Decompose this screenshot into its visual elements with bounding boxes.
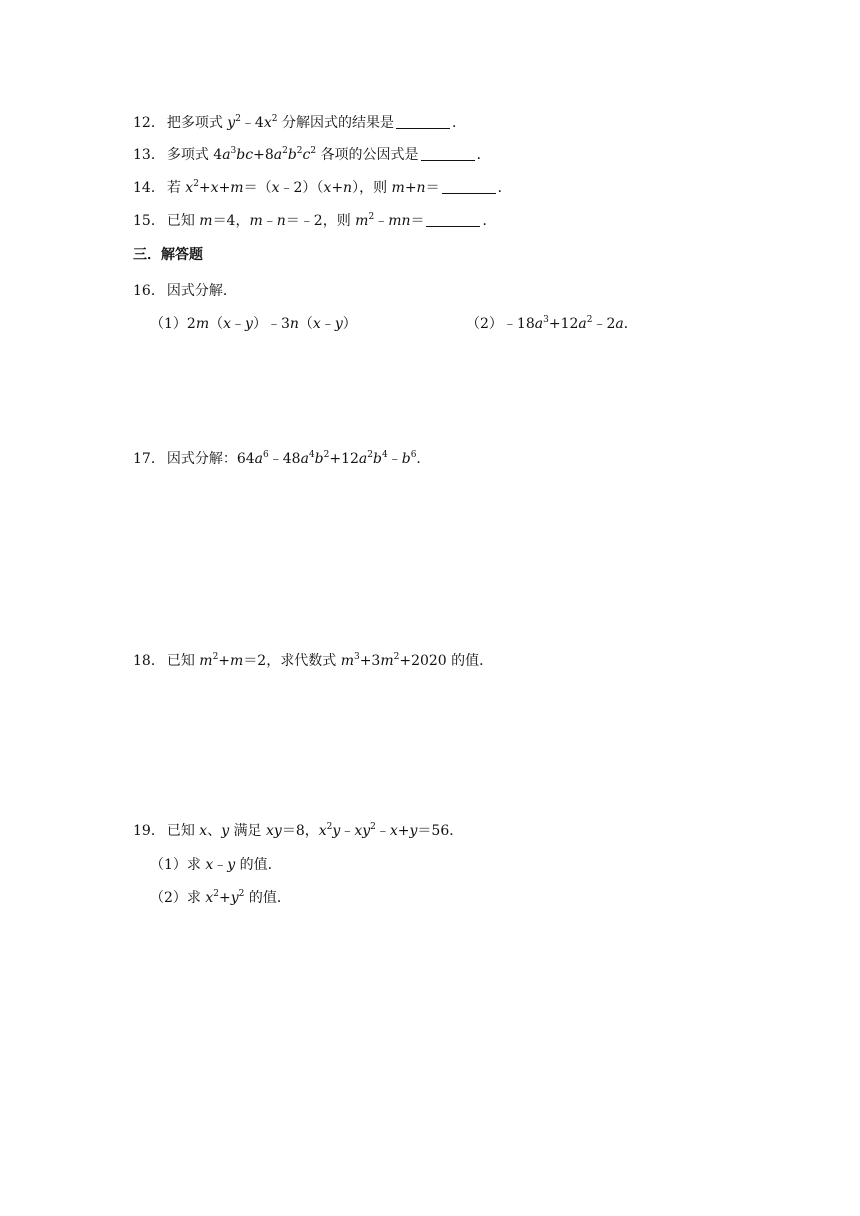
answer-blank[interactable] [421, 146, 475, 161]
section-heading: 三．解答题 [133, 247, 203, 263]
math-expression: $m^2+m=2$ [199, 652, 267, 669]
question-text: 多项式 [166, 147, 209, 163]
question-text: 因式分解． [166, 283, 237, 299]
part-label: （2） [466, 316, 503, 332]
math-expression: $x^2+x+m=(x﹣2)(x+n)$ [185, 179, 360, 196]
question-text: ，求代数式 [266, 653, 337, 669]
question-text: 已知 [166, 213, 195, 229]
question-text: 满足 [233, 823, 262, 839]
question-text: 的值． [451, 653, 494, 669]
question-text: ，则 [322, 213, 351, 229]
math-expression: $m^2﹣mn=$ [355, 212, 425, 229]
question-number: 12． [133, 115, 165, 131]
question-number: 14． [133, 180, 165, 196]
question-19-part-1 [150, 856, 282, 874]
math-expression: $64a^6﹣48a^4b^2+12a^2b^4﹣b^6$． [236, 450, 431, 467]
math-expression: m＝4，m﹣n＝﹣2 [199, 213, 323, 229]
part-label: （1）求 [150, 857, 201, 873]
question-text: 分解因式的结果是 [281, 115, 394, 131]
question-14: 14． 若 $x^2+x+m=(x﹣2)(x+n)$，则 m+n＝ ． [133, 179, 512, 196]
math-expression: x、y [199, 823, 230, 839]
question-19-part-2 [150, 889, 291, 907]
question-12: 12． 把多项式 $y^2﹣4x^2$ 分解因式的结果是 ． [133, 114, 466, 131]
question-number: 13． [133, 147, 165, 163]
question-text: 的值． [248, 890, 291, 906]
question-number: 19． [133, 823, 165, 839]
question-text: 若 [166, 180, 181, 196]
question-18 [133, 652, 493, 670]
math-expression: $4a^3bc+8a^2b^2c^2$ [208, 146, 317, 163]
question-19 [133, 822, 463, 840]
question-text: 各项的公因式是 [320, 147, 419, 163]
question-number: 18． [133, 653, 165, 669]
math-expression: m+n＝ [391, 180, 440, 196]
answer-blank[interactable] [426, 212, 480, 227]
question-text: 把多项式 [166, 115, 223, 131]
question-text: 已知 [166, 653, 195, 669]
question-number: 16． [133, 283, 165, 299]
math-expression: $﹣18a^3+12a^2﹣2a$． [502, 315, 638, 332]
math-expression: $y^2﹣4x^2$ [227, 114, 278, 131]
question-16-part-1 [150, 315, 357, 333]
question-15: 15． 已知 m＝4，m﹣n＝﹣2，则 $m^2﹣mn=$ ． [133, 212, 497, 229]
part-label: （2）求 [150, 890, 201, 906]
question-number: 15． [133, 213, 165, 229]
question-text: 已知 [166, 823, 195, 839]
question-13: 13． 多项式 $4a^3bc+8a^2b^2c^2$ 各项的公因式是 ． [133, 146, 491, 163]
math-expression: 2m（x﹣y）﹣3n（x﹣y） [186, 316, 357, 332]
answer-blank[interactable] [442, 179, 496, 194]
math-expression: $x^2+y^2$ [205, 889, 245, 906]
question-text: 的值． [239, 857, 282, 873]
question-16 [133, 282, 237, 300]
math-expression: xy＝8，$x^2y﹣xy^2﹣x+y=56$． [266, 822, 464, 839]
question-16-part-2 [466, 315, 638, 333]
question-17 [133, 450, 430, 468]
question-number: 17． [133, 451, 165, 467]
part-label: （1） [150, 316, 187, 332]
math-expression: x﹣y [205, 857, 236, 873]
math-expression: $m^3+3m^2+2020$ [340, 652, 452, 669]
question-text: 因式分解： [166, 451, 237, 467]
answer-blank[interactable] [396, 114, 450, 129]
question-text: ，则 [359, 180, 388, 196]
